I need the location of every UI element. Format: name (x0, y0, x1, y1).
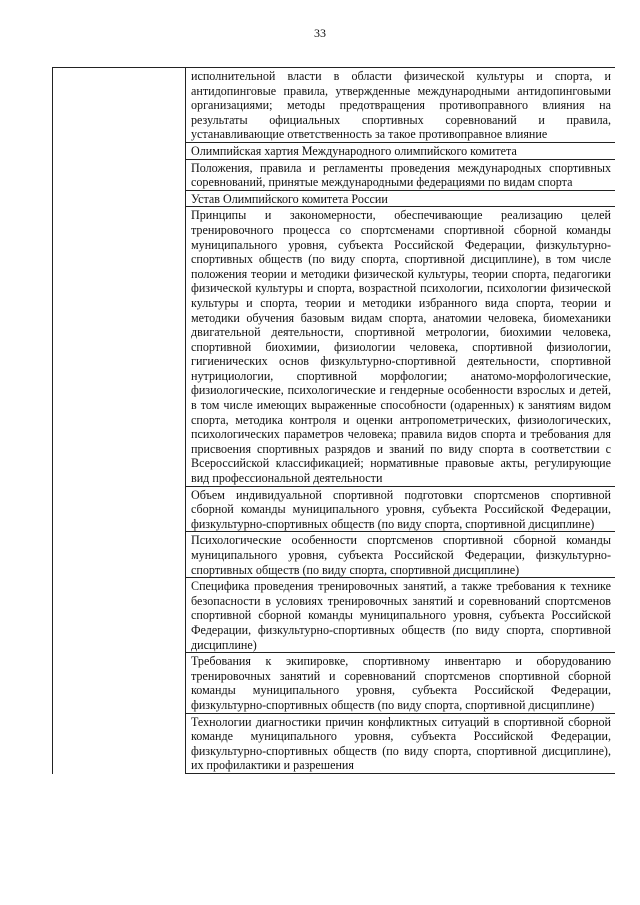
content-cell: Объем индивидуальной спортивной подготовки спортсменов спортивной сборной команды муниципального уровня, субъекта Российской Федерации, физкультурно-спортивных обществ (по виду спорта, спортивной дисциплине) (186, 487, 615, 533)
table-row (53, 578, 615, 653)
label-cell (53, 653, 186, 713)
label-cell (53, 487, 186, 533)
content-cell: исполнительной власти в области физической культуры и спорта, и антидопинговые правила, утвержденные международными антидопинговыми организациями; методы предотвращения противоправного влияния на результаты официальных спортивных соревнований и правила, устанавливающие ответственность за такое противоправное влияние (186, 68, 615, 143)
label-cell (53, 714, 186, 774)
content-cell: Принципы и закономерности, обеспечивающие реализацию целей тренировочного процесса со спортсменами спортивной сборной команды муниципального уровня, субъекта Российской Федерации, физкультурно-спортивных обществ (по виду спорта, спортивной дисциплине), в том числе положения теории и методики физической культуры, теории спорта, педагогики физической культуры и спорта, возрастной психологии, психологии физической культуры и спорта, теории и методики избранного вида спорта, теории и методики обучения базовым видам спорта, анатомии человека, биомеханики двигательной деятельности, спортивной метрологии, биохимии человека, спортивной биохимии, физиологии человека, спортивной физиологии, гигиенических основ физкультурно-спортивной деятельности, спортивной нутрициологии, спортивной морфологии; анатомо-морфологические, физиологические, психологические и гендерные особенности взрослых и детей, в том числе имеющих выраженные способности (одаренных) к занятиям видом спорта, методика контроля и оценки антропометрических, физиологических, психологических параметров человека; правила видов спорта и требования для присвоения спортивных разрядов и званий по виду спорта в соответствии с Всероссийской классификацией; нормативные правовые акты, регулирующие вид профессиональной деятельности (186, 207, 615, 486)
label-cell (53, 143, 186, 160)
label-cell (53, 532, 186, 578)
label-cell (53, 160, 186, 191)
table-row (53, 143, 615, 160)
label-cell (53, 207, 186, 486)
table-row (53, 653, 615, 713)
table-row (53, 207, 615, 486)
content-cell: Требования к экипировке, спортивному инвентарю и оборудованию тренировочных занятий и соревнований спортсменов спортивной сборной команды муниципального уровня, субъекта Российской Федерации, физкультурно-спортивных обществ (по виду спорта, спортивной дисциплине) (186, 653, 615, 713)
table-row (53, 532, 615, 578)
label-cell (53, 68, 186, 143)
content-cell: Олимпийская хартия Международного олимпийского комитета (186, 143, 615, 160)
table-row (53, 714, 615, 774)
content-cell: Технологии диагностики причин конфликтных ситуаций в спортивной сборной команде муниципального уровня, субъекта Российской Федерации, физкультурно-спортивных обществ (по виду спорта, спортивной дисциплине), их профилактики и разрешения (186, 714, 615, 774)
table-row (53, 160, 615, 191)
label-cell (53, 578, 186, 653)
content-cell: Устав Олимпийского комитета России (186, 191, 615, 208)
page-number: 33 (314, 26, 326, 40)
table-row (53, 487, 615, 533)
content-cell: Положения, правила и регламенты проведения международных спортивных соревнований, принятые международными федерациями по видам спорта (186, 160, 615, 191)
label-cell (53, 191, 186, 208)
content-cell: Специфика проведения тренировочных занятий, а также требования к технике безопасности в условиях тренировочных занятий и соревнований спортсменов спортивной сборной команды муниципального уровня, субъекта Российской Федерации, физкультурно-спортивных обществ (по виду спорта, спортивной дисциплине) (186, 578, 615, 653)
table-row (53, 68, 615, 143)
table-row (53, 191, 615, 208)
content-cell: Психологические особенности спортсменов спортивной сборной команды муниципального уровня, субъекта Российской Федерации, физкультурно-спортивных обществ (по виду спорта, спортивной дисциплине) (186, 532, 615, 578)
knowledge-table (52, 67, 615, 774)
